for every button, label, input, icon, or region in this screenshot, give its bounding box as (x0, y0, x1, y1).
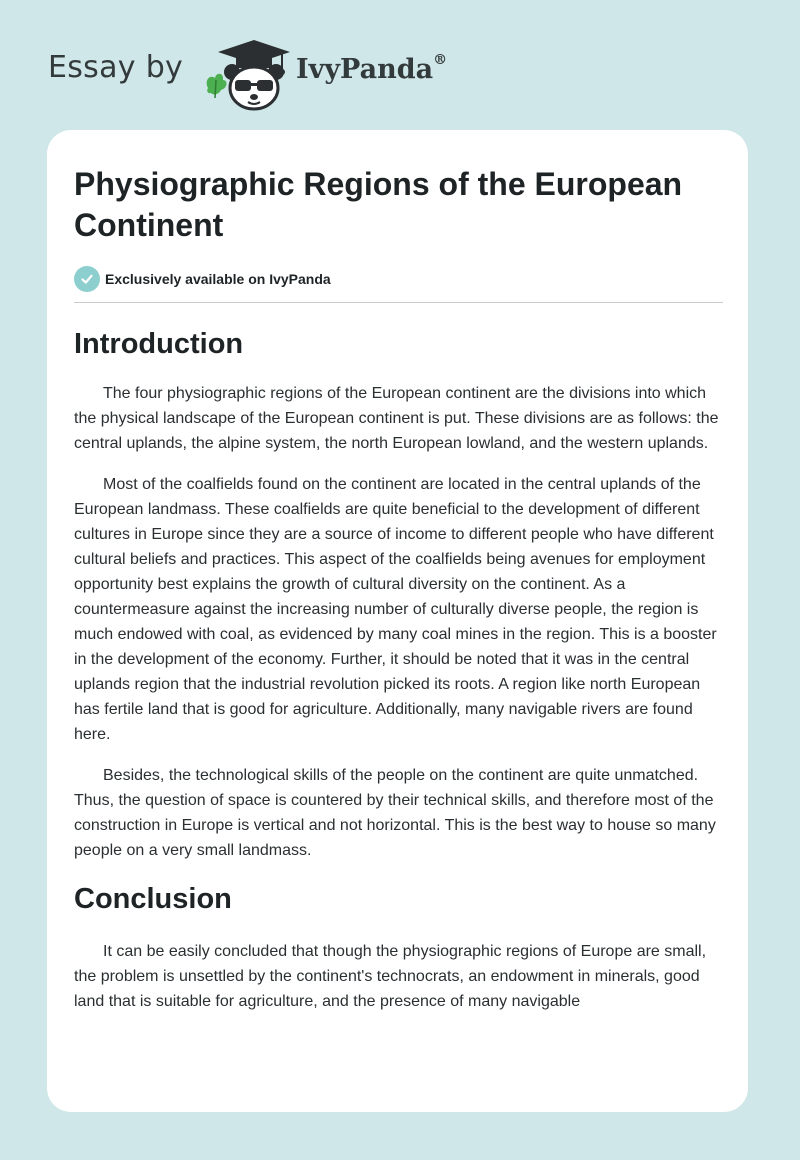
checkmark-icon (74, 266, 100, 292)
exclusive-badge (74, 266, 723, 292)
essay-by-label: Essay by (48, 50, 184, 85)
paragraph: It can be easily concluded that though the physiographic regions of Europe are small, the problem is unsettled by the continent's technocrats, an endowment in minerals, good land that is suitable for agriculture, and the presence of many navigable (74, 943, 707, 1010)
divider (74, 302, 723, 303)
section-heading-conclusion: Conclusion (74, 883, 232, 915)
site-header (48, 32, 548, 112)
paragraph: Most of the coalfields found on the continent are located in the central uplands of the European landmass. These coalfields are quite beneficial to the development of different cultures in Europe since they are a source of income to different people who have different cultural beliefs and practices. This aspect of the coalfields being avenues for employment opportunity best explains the growth of cultural diversity on the continent. As a countermeasure against the increasing number of culturally diverse people, the region is much endowed with coal, as evidenced by many coal mines in the region. This is a booster in the development of the economy. Further, it should be noted that it was in the central uplands region that the industrial revolution picked its roots. A region like north European has fertile land that is good for agriculture. Additionally, many navigable rivers are found here. (74, 476, 717, 743)
section-heading-introduction: Introduction (74, 328, 244, 360)
essay-content (74, 164, 723, 1014)
paragraph: The four physiographic regions of the European continent are the divisions into which the physical landscape of the European continent is put. These divisions are as follows: the central uplands, the alpine system, the north European lowland, and the western uplands. (74, 385, 719, 452)
essay-title: Physiographic Regions of the European Continent (74, 166, 683, 243)
essay-card (47, 130, 748, 1112)
brand-name[interactable]: IvyPanda® (296, 52, 448, 85)
badge-label: Exclusively available on IvyPanda (105, 271, 331, 287)
paragraph: Besides, the technological skills of the people on the continent are quite unmatched. Thus, the question of space is countered by their technical skills, and therefore most of the construction in Europe is vertical and not horizontal. This is the best way to house so many people on a very small landmass. (74, 767, 716, 859)
ivypanda-logo-icon[interactable] (202, 36, 294, 112)
registered-mark: ® (433, 52, 448, 68)
